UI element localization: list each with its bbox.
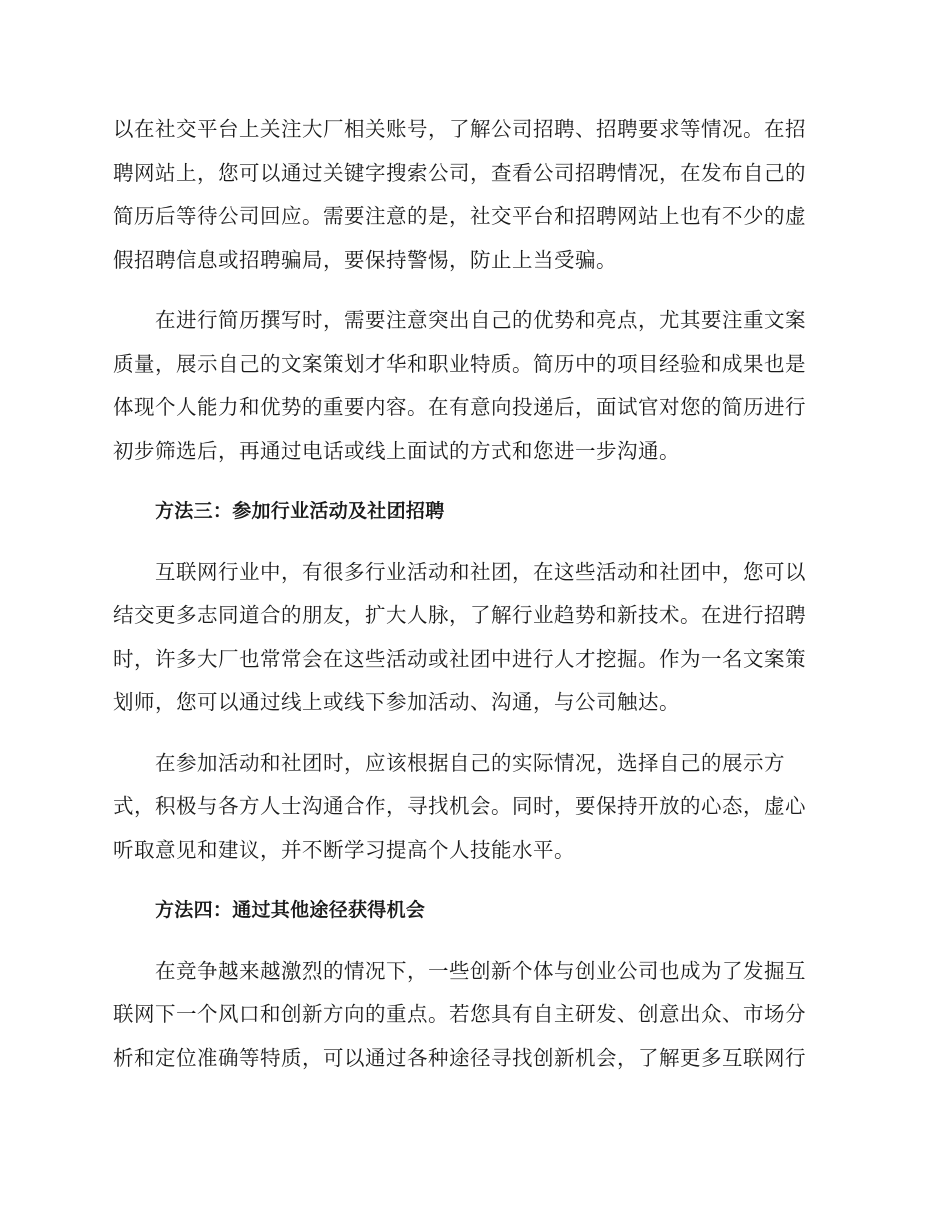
text-line: 初步筛选后，再通过电话或线上面试的方式和您进一步沟通。 bbox=[113, 438, 680, 463]
text-line: 结交更多志同道合的朋友，扩大人脉，了解行业趋势和新技术。在进行招聘 bbox=[113, 603, 806, 627]
text-line: 析和定位准确等特质，可以通过各种途径寻找创新机会，了解更多互联网行 bbox=[113, 1045, 806, 1070]
text-line: 以在社交平台上关注大厂相关账号，了解公司招聘、招聘要求等情况。在招 bbox=[113, 117, 806, 141]
text-line: 式，积极与各方人士沟通合作，寻找机会。同时，要保持开放的心态，虚心 bbox=[113, 794, 806, 818]
text-line: 体现个人能力和优势的重要内容。在有意向投递后，面试官对您的简历进行 bbox=[113, 395, 806, 419]
paragraph-event-participation bbox=[113, 742, 833, 873]
text-line: 质量，展示自己的文案策划才华和职业特质。简历中的项目经验和成果也是 bbox=[113, 351, 806, 376]
paragraph-intro-continued bbox=[113, 108, 833, 282]
paragraph-industry-events bbox=[113, 551, 833, 725]
text-line: 划师，您可以通过线上或线下参加活动、沟通，与公司触达。 bbox=[113, 690, 680, 714]
paragraph-gap bbox=[113, 725, 833, 742]
text-line: 联网下一个风口和创新方向的重点。若您具有自主研发、创意出众、市场分 bbox=[113, 1002, 806, 1026]
text-line: 在进行简历撰写时，需要注意突出自己的优势和亮点，尤其要注重文案 bbox=[155, 308, 806, 332]
document-page bbox=[113, 108, 833, 1080]
text-line: 在竞争越来越激烈的情况下，一些创新个体与创业公司也成为了发掘互 bbox=[155, 958, 806, 983]
text-line: 在参加活动和社团时，应该根据自己的实际情况，选择自己的展示方 bbox=[155, 750, 785, 775]
text-line: 时，许多大厂也常常会在这些活动或社团中进行人才挖掘。作为一名文案策 bbox=[113, 646, 806, 671]
paragraph-gap bbox=[113, 933, 833, 950]
text-line: 简历后等待公司回应。需要注意的是，社交平台和招聘网站上也有不少的虚 bbox=[113, 204, 806, 228]
text-line: 听取意见和建议，并不断学习提高个人技能水平。 bbox=[113, 837, 575, 862]
paragraph-gap bbox=[113, 534, 833, 551]
paragraph-gap bbox=[113, 872, 833, 889]
section-heading-method-4: 方法四：通过其他途径获得机会 bbox=[155, 899, 426, 921]
paragraph-gap bbox=[113, 282, 833, 299]
paragraph-other-channels bbox=[113, 950, 833, 1081]
paragraph-gap bbox=[113, 473, 833, 490]
text-line: 聘网站上，您可以通过关键字搜索公司，查看公司招聘情况，在发布自己的 bbox=[113, 160, 806, 185]
text-line: 互联网行业中，有很多行业活动和社团，在这些活动和社团中，您可以 bbox=[155, 559, 806, 584]
paragraph-resume-writing bbox=[113, 299, 833, 473]
text-line: 假招聘信息或招聘骗局，要保持警惕，防止上当受骗。 bbox=[113, 247, 617, 272]
section-heading-method-3: 方法三：参加行业活动及社团招聘 bbox=[155, 500, 445, 522]
